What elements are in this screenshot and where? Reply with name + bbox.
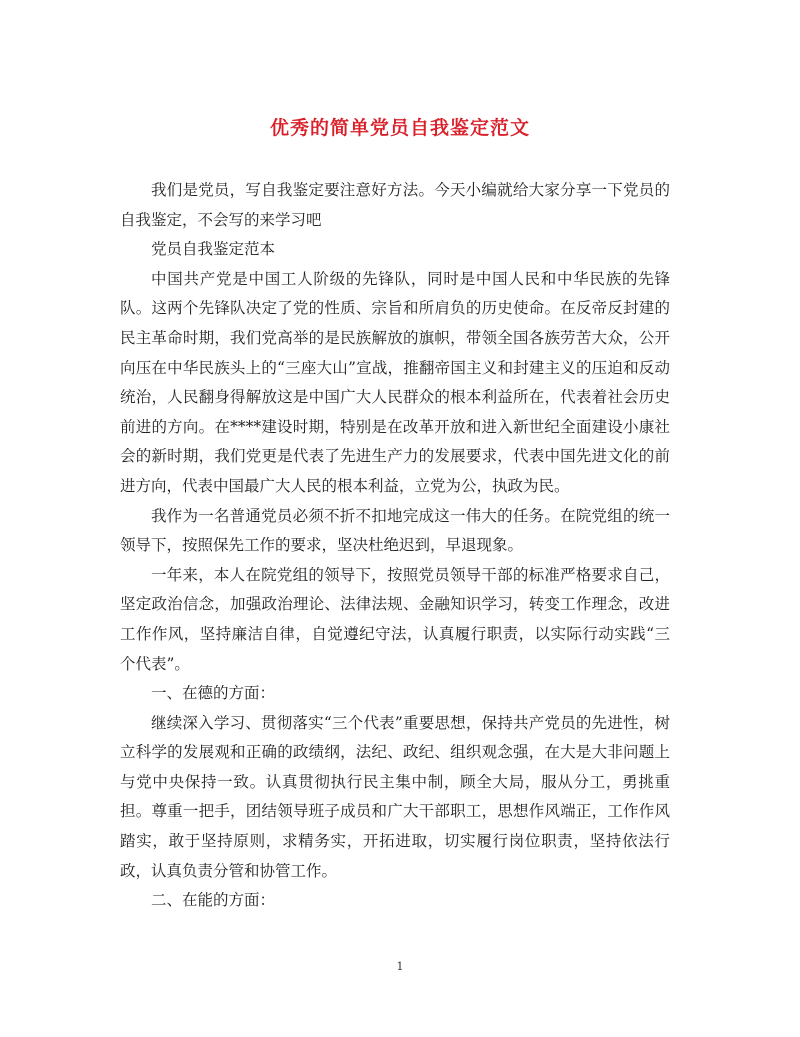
section-heading-morality: 一、在德的方面： — [151, 684, 276, 703]
paragraph-year-review: 一年来，本人在院党组的领导下，按照党员领导干部的标准严格要求自己，坚定政治信念，加强政治理论、法律法规、金融知识学习，转变工作理念，改进工作作风，坚持廉洁自律，自觉遵纪守法，认真履行职责，以实际行动实践“三个代表”。 — [120, 565, 670, 673]
paragraph-party-vanguard: 中国共产党是中国工人阶级的先锋队，同时是中国人民和中华民族的先锋队。这两个先锋队决定了党的性质、宗旨和所肩负的历史使命。在反帝反封建的民主革命时期，我们党高举的是民族解放的旗帜，带领全国各族劳苦大众，公开向压在中华民族头上的“三座大山”宣战，推翻帝国主义和封建主义的压迫和反动统治，人民翻身得解放这是中国广大人民群众的根本利益所在，代表着社会历史前进的方向。在****建设时期，特别是在改革开放和进入新世纪全面建设小康社会的新时期，我们党更是代表了先进生产力的发展要求，代表中国先进文化的前进方向，代表中国最广大人民的根本利益，立党为公，执政为民。 — [120, 269, 670, 495]
paragraph-intro: 我们是党员，写自我鉴定要注意好方法。今天小编就给大家分享一下党员的自我鉴定，不会写的来学习吧 — [120, 181, 670, 229]
document-title: 优秀的简单党员自我鉴定范文 — [269, 117, 530, 139]
page-number: 1 — [396, 960, 404, 973]
paragraph-ordinary-member: 我作为一名普通党员必须不折不扣地完成这一伟大的任务。在院党组的统一领导下，按照保先工作的要求，坚决杜绝迟到，早退现象。 — [120, 506, 670, 555]
document-body — [120, 176, 670, 916]
section-heading-ability: 二、在能的方面： — [151, 891, 276, 910]
paragraph-morality: 继续深入学习、贯彻落实“三个代表”重要思想，保持共产党员的先进性，树立科学的发展观和正确的政绩纲，法纪、政纪、组织观念强，在大是大非问题上与党中央保持一致。认真贯彻执行民主集中制，顾全大局，服从分工，勇挑重担。尊重一把手，团结领导班子成员和广大干部职工，思想作风端正，工作作风踏实，敢于坚持原则，求精务实，开拓进取，切实履行岗位职责，坚持依法行政，认真负责分管和协管工作。 — [120, 713, 670, 880]
paragraph-heading-sample: 党员自我鉴定范本 — [151, 240, 276, 259]
